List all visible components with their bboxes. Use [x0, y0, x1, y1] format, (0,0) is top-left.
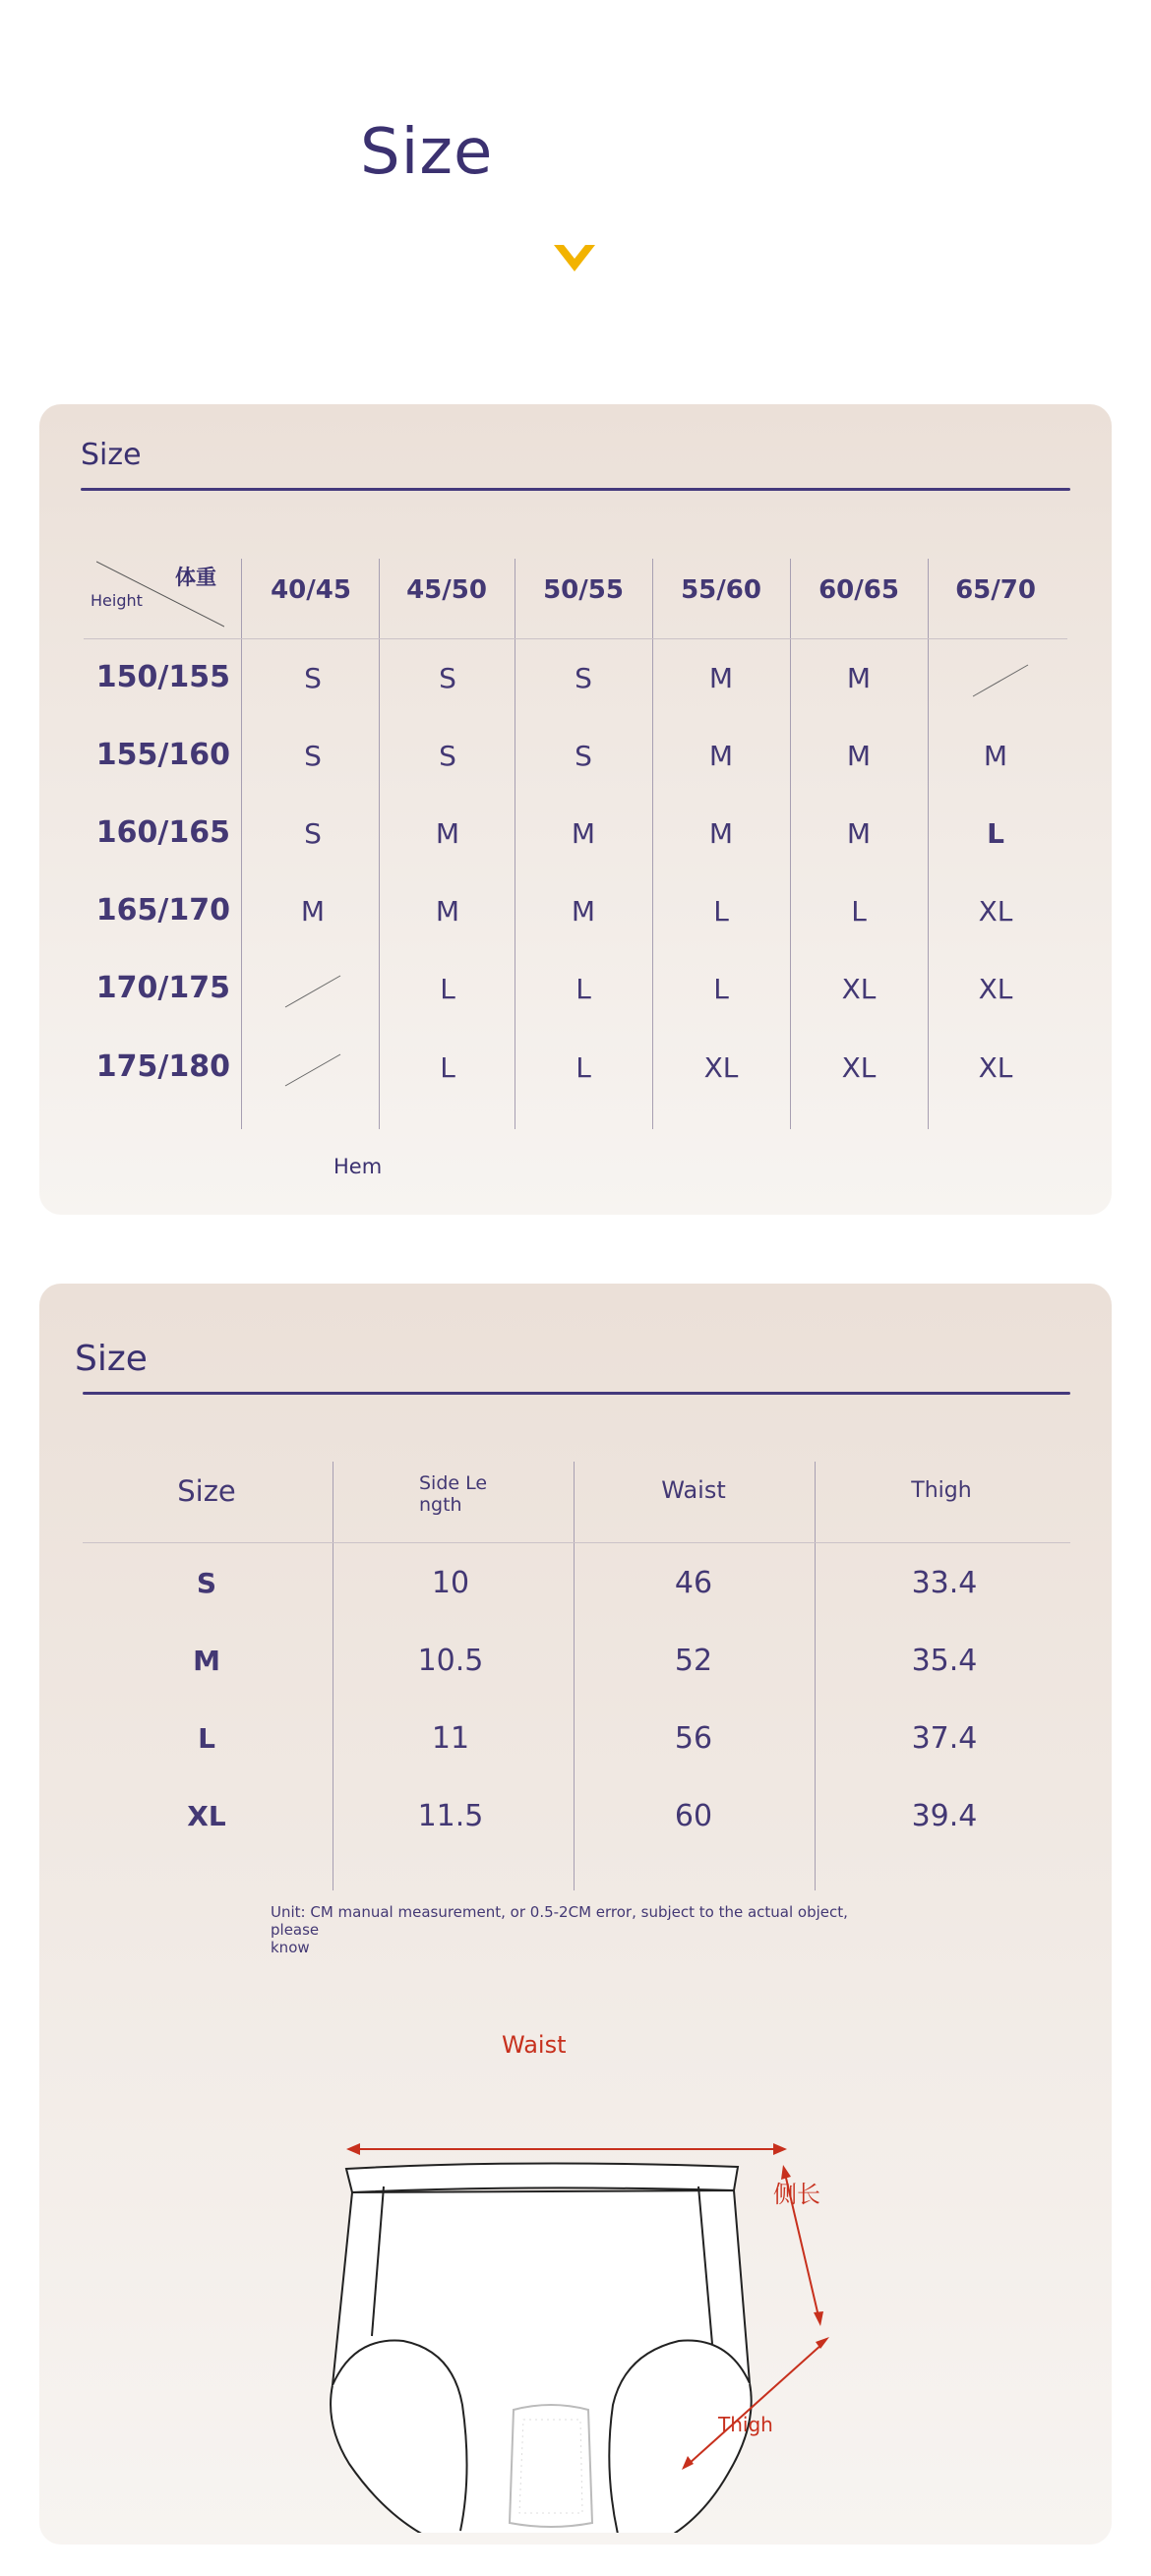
side-length-value: 11 [431, 1721, 470, 1756]
measurement-note-line1: Unit: CM manual measurement, or 0.5-2CM error, subject to the actual object, please [271, 1903, 848, 1939]
column-divider [928, 559, 929, 1129]
thigh-value: 37.4 [911, 1721, 978, 1756]
page-title: Size [360, 116, 494, 189]
size-cell: L [713, 895, 729, 928]
measurement-card [39, 1284, 1112, 2545]
weight-header: 50/55 [543, 575, 624, 605]
side-length-header-line1: Side Le [419, 1472, 488, 1494]
side-length-annotation: 侧长 [773, 2181, 820, 2208]
size-cell: M [846, 817, 872, 850]
thigh-annotation: Thigh [718, 2413, 773, 2436]
size-cell: XL [703, 1051, 739, 1084]
weight-header: 45/50 [406, 575, 487, 605]
corner-weight-label: 体重 [175, 566, 216, 589]
size-cell: M [708, 740, 734, 772]
measurement-note-line2: know [271, 1939, 310, 1956]
size-cell: S [439, 740, 456, 772]
size-cell: M [571, 895, 596, 928]
waist-annotation: Waist [502, 2031, 567, 2059]
size-cell: L [987, 817, 1004, 850]
side-length-header-line2: ngth [419, 1494, 462, 1516]
height-row-header: 170/175 [95, 971, 230, 1005]
weight-header: 55/60 [681, 575, 761, 605]
corner-height-label: Height [91, 591, 143, 610]
size-cell: M [708, 817, 734, 850]
not-available-slash [281, 1052, 344, 1088]
height-row-header: 150/155 [95, 660, 230, 694]
size-label: XL [187, 1800, 226, 1832]
size-cell: M [708, 662, 734, 694]
size-cell: L [440, 973, 455, 1005]
card-title: Size [81, 438, 142, 472]
size-cell: S [304, 817, 322, 850]
column-divider [815, 1462, 816, 1890]
header-divider [83, 1542, 1070, 1543]
column-divider [379, 559, 380, 1129]
size-cell: L [576, 1051, 591, 1084]
waist-value: 52 [674, 1644, 713, 1678]
size-cell: L [576, 973, 591, 1005]
thigh-value: 35.4 [911, 1644, 978, 1678]
size-cell: L [713, 973, 729, 1005]
hem-label: Hem [333, 1155, 383, 1178]
garment-diagram [295, 2011, 885, 2533]
size-cell: S [304, 662, 322, 694]
column-divider [241, 559, 242, 1129]
size-cell: M [571, 817, 596, 850]
column-divider [652, 559, 653, 1129]
waist-value: 56 [674, 1721, 713, 1756]
waist-value: 46 [674, 1566, 713, 1600]
header-divider [84, 638, 1067, 639]
card-title: Size [75, 1339, 148, 1379]
size-label: L [198, 1722, 215, 1755]
size-cell: M [846, 662, 872, 694]
size-cell: XL [978, 895, 1013, 928]
thigh-value: 33.4 [911, 1566, 978, 1600]
height-row-header: 175/180 [95, 1049, 230, 1084]
size-recommendation-card [39, 404, 1112, 1215]
size-cell: XL [978, 1051, 1013, 1084]
side-length-value: 10.5 [417, 1644, 484, 1678]
weight-header: 40/45 [271, 575, 351, 605]
size-cell: M [300, 895, 326, 928]
size-label: S [196, 1567, 217, 1599]
not-available-slash [281, 974, 344, 1009]
size-cell: M [435, 817, 460, 850]
weight-header: 60/65 [818, 575, 899, 605]
not-available-slash [969, 663, 1032, 698]
waist-value: 60 [674, 1799, 713, 1833]
size-cell: L [851, 895, 867, 928]
side-length-value: 11.5 [417, 1799, 484, 1833]
height-row-header: 165/170 [95, 893, 230, 928]
column-divider [574, 1462, 575, 1890]
height-row-header: 160/165 [95, 815, 230, 850]
thigh-value: 39.4 [911, 1799, 978, 1833]
size-cell: XL [841, 1051, 877, 1084]
weight-header: 65/70 [955, 575, 1036, 605]
side-length-value: 10 [431, 1566, 470, 1600]
size-cell: S [304, 740, 322, 772]
size-cell: S [439, 662, 456, 694]
side-length-header [419, 1472, 487, 1516]
measurement-note [271, 1903, 880, 1956]
thigh-column-header: Thigh [911, 1478, 972, 1503]
height-row-header: 155/160 [95, 738, 230, 772]
size-cell: S [575, 740, 592, 772]
size-label: M [193, 1645, 220, 1677]
column-divider [790, 559, 791, 1129]
size-cell: S [575, 662, 592, 694]
size-cell: XL [978, 973, 1013, 1005]
size-cell: L [440, 1051, 455, 1084]
waist-column-header: Waist [661, 1476, 726, 1504]
size-cell: M [435, 895, 460, 928]
title-divider [83, 1392, 1070, 1395]
size-cell: M [983, 740, 1008, 772]
size-cell: XL [841, 973, 877, 1005]
size-cell: M [846, 740, 872, 772]
chevron-down-icon [551, 242, 598, 277]
title-divider [81, 488, 1070, 491]
size-column-header: Size [177, 1474, 236, 1508]
